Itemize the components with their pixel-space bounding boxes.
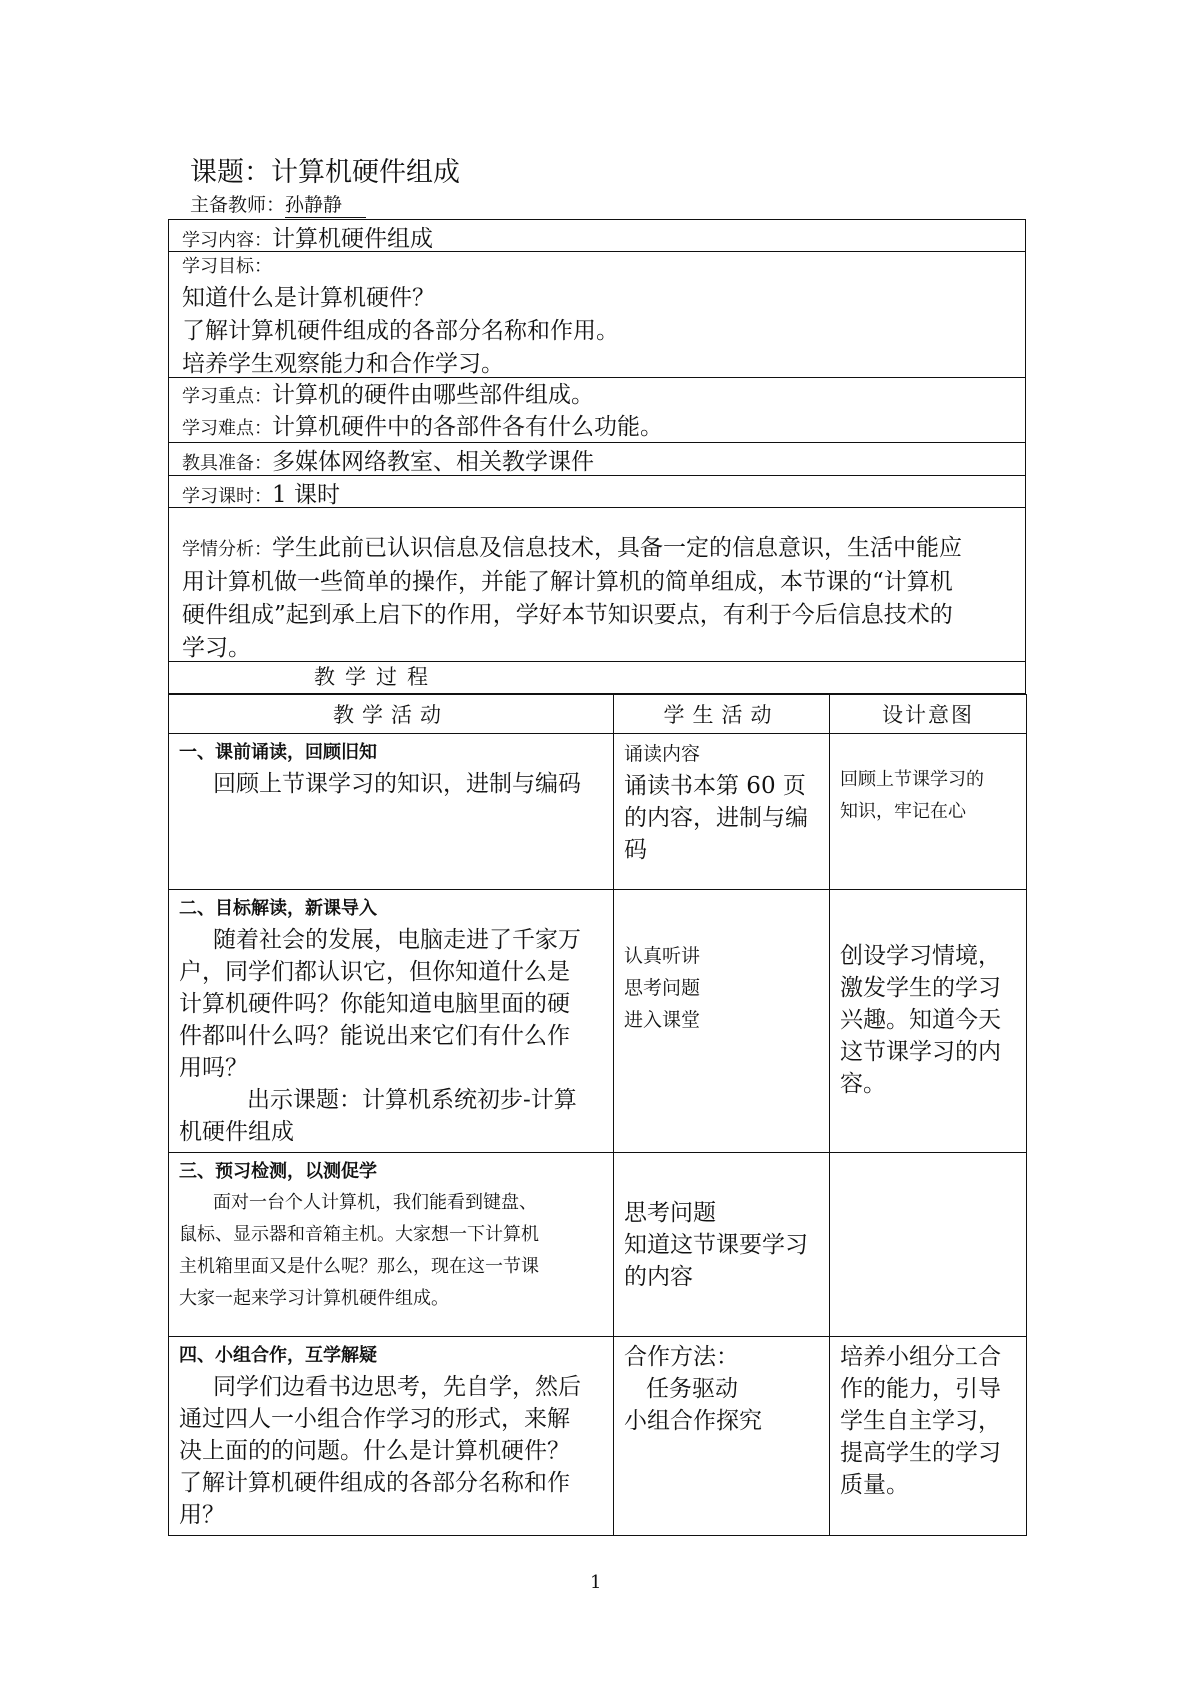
table-row: 三、预习检测，以测促学 面对一台个人计算机，我们能看到键盘、 鼠标、显示器和音箱主机。大家想一下计算机 主机箱里面又是什么呢？那么，现在这一节课 大家一起来学习计算机硬件组成。 思考问题 知道这节课要学习 的内容 <box>169 1153 1027 1337</box>
analysis-row: 学情分析：学生此前已认识信息及信息技术，具备一定的信息意识，生活中能应 用计算机做一些简单的操作，并能了解计算机的简单组成，本节课的“计算机 硬件组成”起到承上启下的作用，学好本节知识要点，有利于今后信息技术的 学习。 <box>168 508 1026 662</box>
content-value: 计算机硬件组成 <box>272 226 433 252</box>
objectives-row: 学习目标： 知道什么是计算机硬件？ 了解计算机硬件组成的各部分名称和作用。 培养学生观察能力和合作学习。 <box>168 252 1026 378</box>
lead-teacher: 主备教师：孙静静 <box>190 190 366 218</box>
table-row: 四、小组合作，互学解疑 同学们边看书边思考，先自学，然后 通过四人一小组合作学习的形式，来解 决上面的的问题。什么是计算机硬件？ 了解计算机硬件组成的各部分名称和作 用？ 合作方法： 任务驱动 小组合作探究 培养小组分工合 作的能力，引导 学生自主学习， 提高学生的学习 质量。 <box>169 1337 1027 1536</box>
lesson-title: 课题：计算机硬件组成 <box>190 157 460 188</box>
table-row: 二、目标解读，新课导入 随着社会的发展，电脑走进了千家万 户，同学们都认识它，但你知道什么是 计算机硬件吗？你能知道电脑里面的硬 件都叫什么吗？能说出来它们有什么作 用吗？ 出示课题：计算机系统初步-计算 机硬件组成 认真听讲 思考问题 进入课堂 创设学习情境， 激发学生的学习 兴趣。知道今天 这节课学习的内 容。 <box>169 890 1027 1153</box>
materials-row: 教具准备：多媒体网络教室、相关教学课件 <box>168 443 1026 476</box>
content-row: 学习内容：计算机硬件组成 <box>168 219 1026 252</box>
key-difficulty-row: 学习重点：计算机的硬件由哪些部件组成。 学习难点：计算机硬件中的各部件各有什么功能。 <box>168 378 1026 443</box>
objective-item: 培养学生观察能力和合作学习。 <box>182 351 504 377</box>
process-title: 教学过程 <box>314 665 438 689</box>
objective-item: 知道什么是计算机硬件？ <box>182 285 435 311</box>
process-title-row <box>168 662 1026 694</box>
col-header-student: 学生活动 <box>614 695 830 734</box>
hours-row: 学习课时：1 课时 <box>168 476 1026 508</box>
objective-item: 了解计算机硬件组成的各部分名称和作用。 <box>182 318 619 344</box>
table-row: 一、课前诵读，回顾旧知 回顾上节课学习的知识，进制与编码 诵读内容 诵读书本第 60 页 的内容，进制与编 码 回顾上节课学习的 知识，牢记在心 <box>169 734 1027 890</box>
col-header-teacher: 教学活动 <box>169 695 614 734</box>
col-header-intent: 设计意图 <box>830 695 1027 734</box>
teacher-name: 孙静静 <box>285 190 366 218</box>
page-number: 1 <box>590 1572 602 1593</box>
process-table <box>168 694 1027 1536</box>
